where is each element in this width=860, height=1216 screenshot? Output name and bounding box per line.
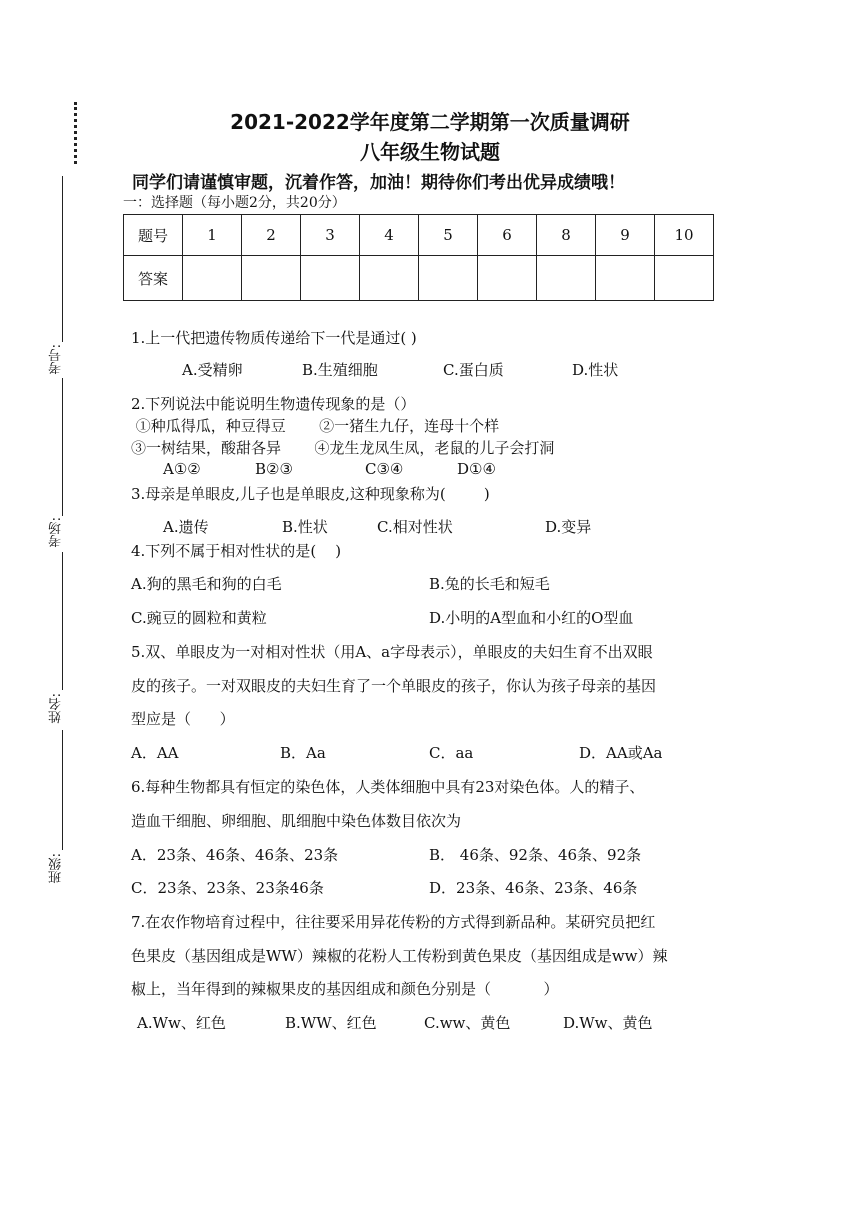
q2-option-d: D①④ (457, 460, 496, 478)
q7-option-a: A.Ww、红色 (137, 1014, 226, 1032)
exam-title-line2: 八年级生物试题 (360, 140, 500, 164)
question-number-cell: 10 (655, 215, 714, 256)
question-5-stem-line1: 5.双、单眼皮为一对相对性状（用A、a字母表示），单眼皮的夫妇生育不出双眼 (131, 643, 653, 661)
q6-option-b: B． 46条、92条、46条、92条 (429, 846, 642, 864)
table-header-cell: 答案 (124, 256, 183, 301)
question-7-stem-line2: 色果皮（基因组成是WW）辣椒的花粉人工传粉到黄色果皮（基因组成是ww）辣 (131, 947, 668, 965)
answer-cell[interactable] (242, 256, 301, 301)
q1-option-b: B.生殖细胞 (302, 361, 378, 379)
question-number-cell: 3 (301, 215, 360, 256)
binding-line-3 (62, 552, 63, 690)
name-label: 姓名: (49, 693, 64, 724)
q5-option-c: C．aa (429, 744, 474, 762)
question-3-stem: 3.母亲是单眼皮,儿子也是单眼皮,这种现象称为( ) (131, 485, 490, 503)
q3-option-a: A.遗传 (163, 518, 209, 536)
binding-line-2 (62, 378, 63, 516)
question-number-cell: 5 (419, 215, 478, 256)
question-7-stem-line1: 7.在农作物培育过程中，往往要采用异花传粉的方式得到新品种。某研究员把红 (131, 913, 656, 931)
answer-cell[interactable] (596, 256, 655, 301)
table-row-answers (124, 256, 714, 301)
answer-cell[interactable] (655, 256, 714, 301)
question-number-cell: 2 (242, 215, 301, 256)
question-4-stem: 4.下列不属于相对性状的是( ) (131, 542, 342, 560)
q3-option-d: D.变异 (545, 518, 592, 536)
question-2-statements-1: ①种瓜得瓜，种豆得豆 ②一猪生九仔，连母十个样 (131, 417, 500, 435)
class-label: 班级: (49, 853, 64, 884)
q2-option-a: A①② (163, 460, 201, 478)
q3-option-b: B.性状 (282, 518, 328, 536)
question-1-stem: 1.上一代把遗传物质传递给下一代是通过( ) (131, 329, 417, 347)
answer-table (123, 214, 714, 301)
answer-cell[interactable] (360, 256, 419, 301)
question-number-cell: 4 (360, 215, 419, 256)
q1-option-c: C.蛋白质 (443, 361, 504, 379)
question-7-stem-line3: 椒上，当年得到的辣椒果皮的基因组成和颜色分别是（ ） (131, 980, 559, 998)
q3-option-c: C.相对性状 (377, 518, 453, 536)
question-number-cell: 8 (537, 215, 596, 256)
q5-option-b: B．Aa (280, 744, 326, 762)
q6-option-c: C．23条、23条、23条46条 (131, 879, 324, 897)
q2-option-c: C③④ (365, 460, 404, 478)
answer-cell[interactable] (537, 256, 596, 301)
q6-option-a: A．23条、46条、46条、23条 (131, 846, 339, 864)
q7-option-c: C.ww、黄色 (424, 1014, 511, 1032)
table-row-numbers (124, 215, 714, 256)
exam-title-line1: 2021-2022学年度第二学期第一次质量调研 (230, 110, 630, 134)
encouragement-slogan: 同学们请谨慎审题，沉着作答，加油！期待你们考出优异成绩哦！ (132, 173, 625, 193)
exam-room-label: 考场: (49, 517, 64, 548)
question-number-cell: 1 (183, 215, 242, 256)
exam-number-label: 考号: (49, 344, 64, 375)
question-number-cell: 6 (478, 215, 537, 256)
question-5-stem-line2: 皮的孩子。一对双眼皮的夫妇生育了一个单眼皮的孩子，你认为孩子母亲的基因 (131, 677, 657, 695)
q7-option-b: B.WW、红色 (285, 1014, 377, 1032)
q7-option-d: D.Ww、黄色 (563, 1014, 653, 1032)
question-2-statements-2: ③一树结果，酸甜各异 ④龙生龙凤生凤，老鼠的儿子会打洞 (131, 439, 555, 457)
answer-cell[interactable] (478, 256, 537, 301)
question-2-stem: 2.下列说法中能说明生物遗传现象的是（） (131, 395, 416, 413)
question-number-cell: 9 (596, 215, 655, 256)
binding-line-4 (62, 730, 63, 850)
question-5-stem-line3: 型应是（ ） (131, 710, 235, 728)
q5-option-a: A．AA (131, 744, 179, 762)
q4-option-b: B.兔的长毛和短毛 (429, 575, 550, 593)
answer-cell[interactable] (183, 256, 242, 301)
binding-line-1 (62, 176, 63, 342)
q4-option-d: D.小明的A型血和小红的O型血 (429, 609, 634, 627)
q5-option-d: D．AA或Aa (579, 744, 663, 762)
q6-option-d: D．23条、46条、23条、46条 (429, 879, 638, 897)
q4-option-c: C.豌豆的圆粒和黄粒 (131, 609, 267, 627)
table-header-cell: 题号 (124, 215, 183, 256)
q4-option-a: A.狗的黑毛和狗的白毛 (131, 575, 282, 593)
section-heading: 一：选择题（每小题2分，共20分） (123, 195, 346, 211)
q1-option-d: D.性状 (572, 361, 619, 379)
q2-option-b: B②③ (255, 460, 293, 478)
question-6-stem-line1: 6.每种生物都具有恒定的染色体，人类体细胞中具有23对染色体。人的精子、 (131, 778, 645, 796)
answer-cell[interactable] (419, 256, 478, 301)
question-6-stem-line2: 造血干细胞、卵细胞、肌细胞中染色体数目依次为 (131, 812, 462, 830)
answer-cell[interactable] (301, 256, 360, 301)
q1-option-a: A.受精卵 (182, 361, 243, 379)
